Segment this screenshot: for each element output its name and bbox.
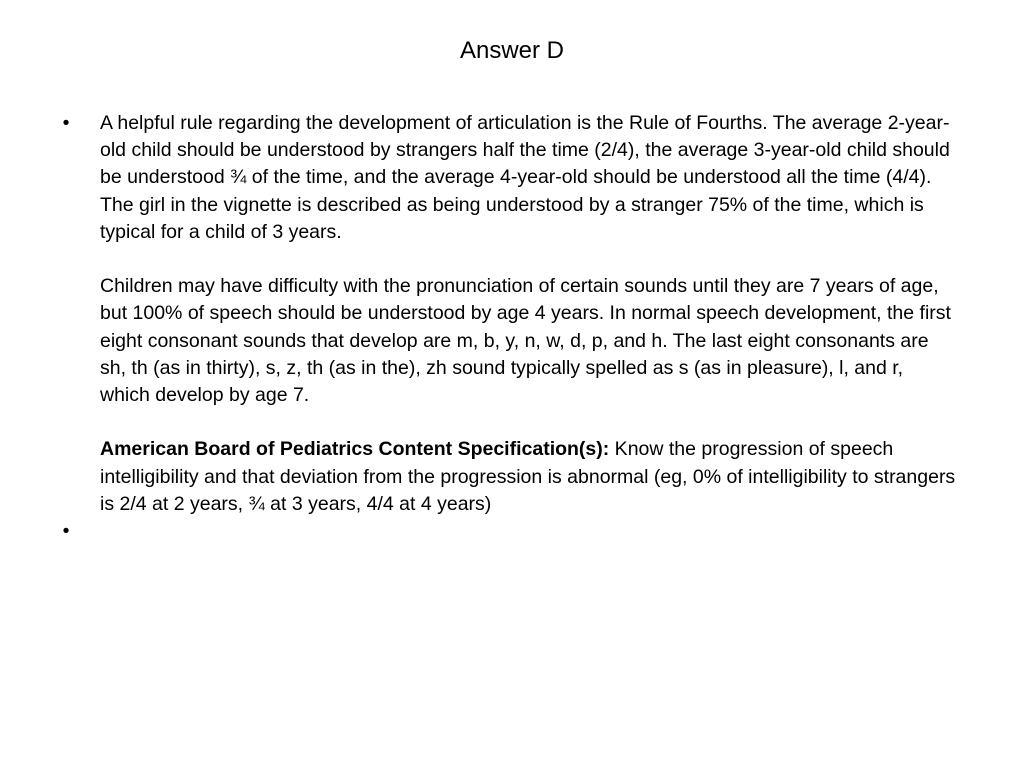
bullet-list [56,110,956,545]
content-specification-text: Know the progression of speech intelligibility and that deviation from the progression is abnormal (eg, 0% of intelligibility to strangers is 2/4 at 2 years, ¾ at 3 years, 4/4 at 4 years) [100,438,956,515]
bullet-item-2 [56,518,956,545]
paragraph-rule-of-fourths: A helpful rule regarding the development of articulation is the Rule of Fourths. The average 2-year-old child should be understood by strangers half the time (2/4), the average 3-year-old child should be understood ¾ of the time, and the average 4-year-old should be understood all the time (4/4). The girl in the vignette is described as being understood by a stranger 75% of the time, which is typical for a child of 3 years. [100,112,950,243]
bullet-icon: • [62,520,70,543]
paragraph-consonant-development: Children may have difficulty with the pronunciation of certain sounds until they are 7 years of age, but 100% of speech should be understood by age 4 years. In normal speech development, the first eight consonant sounds that develop are m, b, y, n, w, d, p, and h. The last eight consonants are sh, th (as in thirty), s, z, th (as in the), zh sound typically spelled as s (as in pleasure), l, and r, which develop by age 7. [100,275,951,407]
bullet-icon: • [62,112,70,134]
paragraph-content-specification [100,436,956,518]
content-specification-label: American Board of Pediatrics Content Specification(s): [100,438,610,461]
bullet-item-1 [56,110,956,518]
slide-title: Answer D [459,37,565,64]
